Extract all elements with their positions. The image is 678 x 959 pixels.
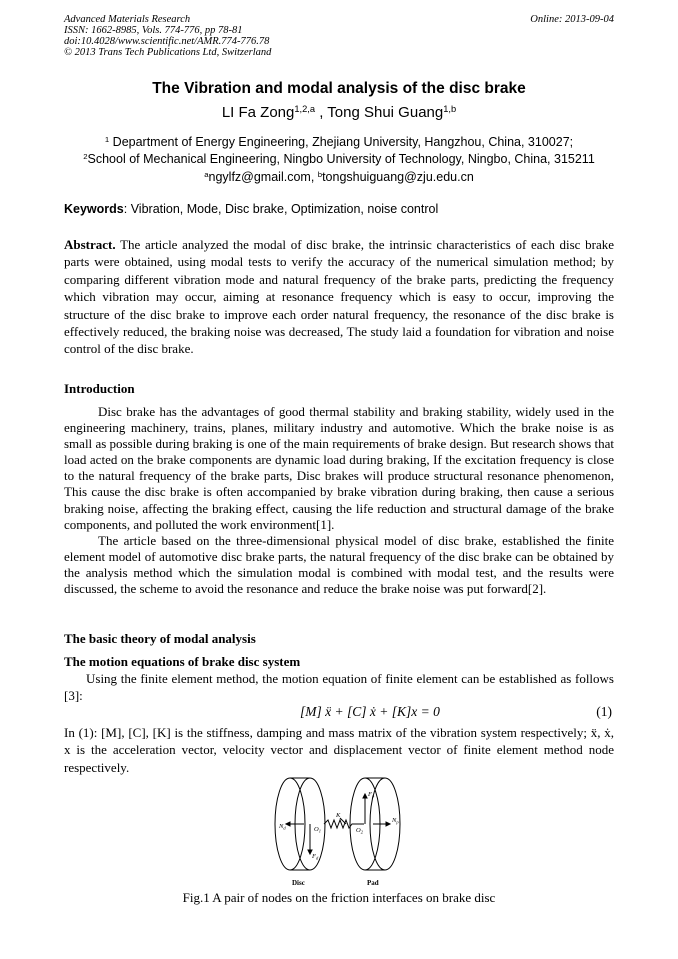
email-b-sup: b xyxy=(317,169,323,179)
email-line xyxy=(0,170,678,184)
journal-header xyxy=(64,14,271,58)
online-date: Online: 2013-09-04 xyxy=(530,14,614,25)
label-o2: $O_2$ xyxy=(356,827,363,835)
theory-subheading: The motion equations of brake disc system xyxy=(64,654,301,669)
label-o1: $O_1$ xyxy=(314,826,321,834)
email-b[interactable]: tongshuiguang@zju.edu.cn xyxy=(322,170,474,184)
introduction-paragraph-1: Disc brake has the advantages of good thermal stability and braking stability, widely used in the engineering machinery, trains, planes, military industry and automotive. Which the brake noise is as small as possible during braking is one of the main requirements of brake design. But research shows that load acted on the brake components are dynamic load during braking, If the excitation frequency is close to the natural frequency of the brake parts, Disc brakes will produce structural resonance phenomenon, This cause the disc brake is often accompanied by brake vibration during braking, then cause a serious braking noise, affecting the braking effect, causing the life reduction and structural damage of the brake components, and polluted the work environment[1]. xyxy=(64,404,614,532)
figure-caption: Fig.1 A pair of nodes on the friction interfaces on brake disc xyxy=(182,890,496,905)
email-a[interactable]: ngylfz@gmail.com, xyxy=(208,170,318,184)
figure-disc-pad xyxy=(270,776,410,888)
theory-p1-text: Using the finite element method, the motion equation of finite element can be established as follows [3]: xyxy=(64,671,614,704)
author-line xyxy=(0,104,678,121)
label-fd: $F_d$ xyxy=(312,853,319,861)
keywords-text: : Vibration, Mode, Disc brake, Optimization, noise control xyxy=(123,202,439,216)
introduction-heading: Introduction xyxy=(64,381,135,396)
abstract xyxy=(64,236,614,358)
affiliation-1-text: Department of Energy Engineering, Zhejiang University, Hangzhou, China, 310027; xyxy=(109,135,574,149)
figure-symbols xyxy=(278,791,399,861)
abstract-text: The article analyzed the modal of disc brake, the intrinsic characteristics of each disc brake parts were obtained, using modal tests to verify the accuracy of the numerical simulation method; by comparing different vibration mode and natural frequency of the brake parts, predicting the frequency which vibration may occur, aiming at resonance frequency which is easy to occur, improving the structure of the disc brake to improve each order natural frequency, the resonance of the disc brake is effectively reduced, the braking noise was decreased, The study laid a foundation for vibration and noise control of the disc brake. xyxy=(64,237,614,357)
label-pad: Pad xyxy=(367,879,379,887)
affiliation-2 xyxy=(0,152,678,166)
introduction-paragraph-2: The article based on the three-dimensional physical model of disc brake, established the finite element model of automotive disc brake parts, the natural frequency of the disc brake can be obtained by the analysis method which the simulation modal is combined with modal test, and the results were discussed, the scheme to avoid the resonance and reduce the brake noise was put forward[2]. xyxy=(64,532,614,597)
label-k: K xyxy=(336,812,341,819)
author-2-sup: 1,b xyxy=(443,103,457,114)
paper-title: The Vibration and modal analysis of the disc brake xyxy=(152,80,526,97)
author-separator: , xyxy=(315,104,328,121)
affiliation-2-sup: 2 xyxy=(83,151,88,161)
affiliation-2-text: School of Mechanical Engineering, Ningbo University of Technology, Ningbo, China, 315211 xyxy=(87,152,595,166)
label-nd: $N_d$ xyxy=(279,823,286,831)
theory-heading: The basic theory of modal analysis xyxy=(64,631,256,646)
label-np: $N_p$ xyxy=(392,817,399,825)
author-2: Tong Shui Guang xyxy=(327,104,444,121)
equation-body: [M] ẍ + [C] ẋ + [K]x = 0 xyxy=(300,704,440,719)
issn-line: ISSN: 1662-8985, Vols. 774-776, pp 78-81 xyxy=(64,25,243,36)
author-1: LI Fa Zong xyxy=(221,104,295,121)
keywords xyxy=(64,202,614,216)
keywords-label: Keywords xyxy=(64,202,124,216)
affiliation-1-sup: 1 xyxy=(104,134,110,144)
abstract-label: Abstract. xyxy=(64,237,116,252)
copyright-line: © 2013 Trans Tech Publications Ltd, Switzerland xyxy=(64,47,272,58)
journal-name: Advanced Materials Research xyxy=(64,14,191,25)
theory-paragraph-2: In (1): [M], [C], [K] is the stiffness, damping and mass matrix of the vibration system respectively; ẍ, ẋ, x is the acceleration vector, velocity vector and displacement vector of finite element method node respectively. xyxy=(64,725,614,775)
introduction-body xyxy=(64,404,614,597)
doi-line[interactable]: doi:10.4028/www.scientific.net/AMR.774-776.78 xyxy=(64,36,270,47)
email-a-sup: a xyxy=(204,169,209,179)
label-fp: $F_p$ xyxy=(368,791,375,799)
label-disc: Disc xyxy=(292,879,305,887)
theory-paragraph-1 xyxy=(64,670,614,705)
author-1-sup: 1,2,a xyxy=(294,103,316,114)
affiliation-1 xyxy=(0,135,678,149)
equation-1 xyxy=(64,704,614,722)
equation-number: (1) xyxy=(596,704,612,719)
